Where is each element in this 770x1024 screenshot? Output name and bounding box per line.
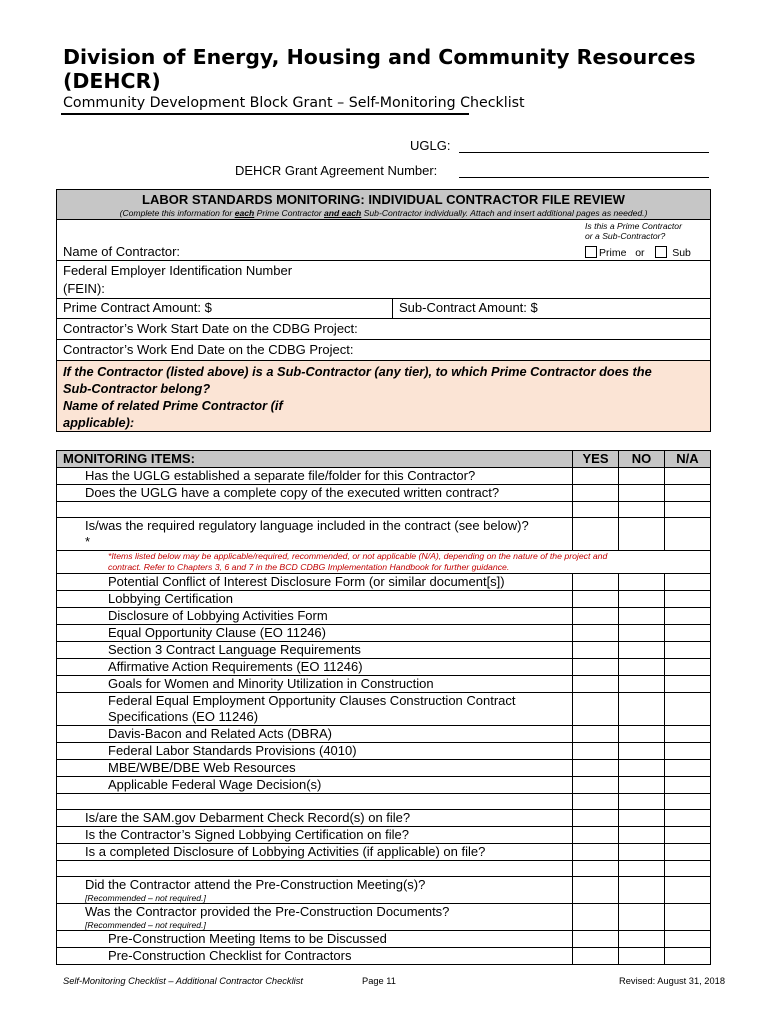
na-cell[interactable] [665, 810, 711, 827]
table-row [57, 948, 711, 965]
table-row [57, 659, 711, 676]
spacer-row [57, 502, 711, 518]
na-cell[interactable] [665, 844, 711, 861]
na-cell[interactable] [665, 760, 711, 777]
table-row [57, 518, 711, 551]
question-sam-gov: Is/are the SAM.gov Debarment Check Record(s) on file? [57, 810, 573, 827]
no-cell[interactable] [619, 485, 665, 502]
footer-revised: Revised: August 31, 2018 [619, 976, 725, 986]
fein-field[interactable] [57, 261, 711, 299]
na-cell[interactable] [665, 827, 711, 844]
labor-standards-header [57, 190, 711, 220]
table-row [57, 485, 711, 502]
labor-standards-title: LABOR STANDARDS MONITORING: INDIVIDUAL CONTRACTOR FILE REVIEW [142, 192, 625, 207]
prime-amount-field[interactable] [57, 299, 393, 319]
table-row [57, 591, 711, 608]
yes-cell[interactable] [573, 931, 619, 948]
item-davis-bacon: Davis-Bacon and Related Acts (DBRA) [57, 726, 573, 743]
uglg-field[interactable] [459, 152, 709, 153]
na-cell[interactable] [665, 468, 711, 485]
yes-cell[interactable] [573, 743, 619, 760]
na-cell[interactable] [665, 931, 711, 948]
question-file-folder: Has the UGLG established a separate file/folder for this Contractor? [57, 468, 573, 485]
yes-cell[interactable] [573, 485, 619, 502]
contractor-name-label: Name of Contractor: [63, 244, 181, 259]
sub-amount-field[interactable] [393, 299, 711, 319]
yes-cell[interactable] [573, 608, 619, 625]
no-header: NO [619, 451, 665, 468]
yes-cell[interactable] [573, 591, 619, 608]
page-subtitle: Community Development Block Grant – Self-Monitoring Checklist [63, 95, 525, 111]
na-cell[interactable] [665, 877, 711, 904]
item-equal-opportunity: Equal Opportunity Clause (EO 11246) [57, 625, 573, 642]
end-date-label: Contractor’s Work End Date on the CDBG Project: [63, 342, 354, 357]
no-cell[interactable] [619, 693, 665, 726]
note-row [57, 551, 711, 574]
prime-or-sub-question: Is this a Prime Contractor or a Sub-Contractor? [585, 221, 682, 241]
related-prime-field[interactable] [57, 361, 711, 432]
no-cell[interactable] [619, 760, 665, 777]
monitoring-header-row [57, 451, 711, 468]
table-row [57, 931, 711, 948]
no-cell[interactable] [619, 931, 665, 948]
na-cell[interactable] [665, 485, 711, 502]
yes-cell[interactable] [573, 468, 619, 485]
yes-cell[interactable] [573, 642, 619, 659]
no-cell[interactable] [619, 676, 665, 693]
no-cell[interactable] [619, 625, 665, 642]
yes-cell[interactable] [573, 760, 619, 777]
table-row [57, 574, 711, 591]
table-row [57, 760, 711, 777]
no-cell[interactable] [619, 726, 665, 743]
table-row [57, 844, 711, 861]
uglg-label: UGLG: [410, 138, 451, 153]
item-affirmative-action: Affirmative Action Requirements (EO 11246) [57, 659, 573, 676]
question-lobbying-cert-on-file: Is the Contractor’s Signed Lobbying Certification on file? [57, 827, 573, 844]
question-contract-copy: Does the UGLG have a complete copy of the executed written contract? [57, 485, 573, 502]
no-cell[interactable] [619, 777, 665, 794]
na-cell[interactable] [665, 608, 711, 625]
yes-cell[interactable] [573, 726, 619, 743]
yes-cell[interactable] [573, 659, 619, 676]
subtitle-underline [61, 113, 469, 115]
fein-label: Federal Employer Identification Number [63, 263, 293, 278]
no-cell[interactable] [619, 743, 665, 760]
item-lobbying-disclosure: Disclosure of Lobbying Activities Form [57, 608, 573, 625]
table-row [57, 904, 711, 931]
no-cell[interactable] [619, 904, 665, 931]
no-cell[interactable] [619, 877, 665, 904]
spacer-row [57, 794, 711, 810]
item-labor-standards-4010: Federal Labor Standards Provisions (4010) [57, 743, 573, 760]
item-federal-eeo-clauses: Federal Equal Employment Opportunity Clauses Construction Contract Specifications (EO 11246) [57, 693, 573, 726]
table-row [57, 743, 711, 760]
question-preconstruction-documents: Was the Contractor provided the Pre-Construction Documents? [Recommended – not required.] [57, 904, 573, 931]
monitoring-header: MONITORING ITEMS: [57, 451, 573, 468]
na-cell[interactable] [665, 777, 711, 794]
na-header: N/A [665, 451, 711, 468]
na-cell[interactable] [665, 676, 711, 693]
item-mbe-wbe-dbe: MBE/WBE/DBE Web Resources [57, 760, 573, 777]
no-cell[interactable] [619, 608, 665, 625]
monitoring-items-table [56, 450, 711, 965]
table-row [57, 726, 711, 743]
fein-label-2: (FEIN): [63, 281, 105, 296]
na-cell[interactable] [665, 659, 711, 676]
question-preconstruction-meeting: Did the Contractor attend the Pre-Construction Meeting(s)? [Recommended – not required.] [57, 877, 573, 904]
no-cell[interactable] [619, 518, 665, 551]
item-women-minority-goals: Goals for Women and Minority Utilization in Construction [57, 676, 573, 693]
no-cell[interactable] [619, 948, 665, 965]
prime-amount-label: Prime Contract Amount: $ [63, 300, 212, 315]
grant-number-label: DEHCR Grant Agreement Number: [235, 163, 438, 178]
yes-cell[interactable] [573, 904, 619, 931]
na-cell[interactable] [665, 625, 711, 642]
yes-cell[interactable] [573, 810, 619, 827]
grant-number-field[interactable] [459, 177, 709, 178]
item-wage-decision: Applicable Federal Wage Decision(s) [57, 777, 573, 794]
yes-cell[interactable] [573, 625, 619, 642]
sub-checkbox[interactable] [655, 246, 667, 258]
no-cell[interactable] [619, 468, 665, 485]
item-conflict-of-interest: Potential Conflict of Interest Disclosure Form (or similar document[s]) [57, 574, 573, 591]
regulatory-note: *Items listed below may be applicable/required, recommended, or not applicable (N/A), depending on the nature of the project and contract. Refer to Chapters 3, 6 and 7 in the BCD CDBG Implementation Handbook for further guidance. [57, 551, 711, 574]
item-section-3: Section 3 Contract Language Requirements [57, 642, 573, 659]
table-row [57, 693, 711, 726]
table-row [57, 642, 711, 659]
na-cell[interactable] [665, 743, 711, 760]
table-row [57, 877, 711, 904]
yes-cell[interactable] [573, 574, 619, 591]
prime-sub-options: Prime or Sub [583, 246, 691, 259]
no-cell[interactable] [619, 659, 665, 676]
table-row [57, 608, 711, 625]
footer-left: Self-Monitoring Checklist – Additional Contractor Checklist [63, 976, 303, 986]
item-preconstruction-meeting-items: Pre-Construction Meeting Items to be Discussed [57, 931, 573, 948]
start-date-field[interactable] [57, 319, 711, 340]
related-prime-label: Name of related Prime Contractor (if applicable): [63, 398, 283, 430]
yes-header: YES [573, 451, 619, 468]
page-number: Page 11 [362, 976, 396, 986]
yes-cell[interactable] [573, 518, 619, 551]
table-row [57, 676, 711, 693]
no-cell[interactable] [619, 810, 665, 827]
spacer-row [57, 861, 711, 877]
start-date-label: Contractor’s Work Start Date on the CDBG Project: [63, 321, 358, 336]
na-cell[interactable] [665, 591, 711, 608]
na-cell[interactable] [665, 726, 711, 743]
no-cell[interactable] [619, 827, 665, 844]
na-cell[interactable] [665, 518, 711, 551]
no-cell[interactable] [619, 574, 665, 591]
table-row [57, 777, 711, 794]
yes-cell[interactable] [573, 844, 619, 861]
na-cell[interactable] [665, 948, 711, 965]
yes-cell[interactable] [573, 827, 619, 844]
na-cell[interactable] [665, 904, 711, 931]
na-cell[interactable] [665, 693, 711, 726]
yes-cell[interactable] [573, 676, 619, 693]
page-title: Division of Energy, Housing and Community Resources (DEHCR) [63, 45, 696, 93]
yes-cell[interactable] [573, 877, 619, 904]
labor-standards-table [56, 189, 711, 432]
yes-cell[interactable] [573, 777, 619, 794]
table-row [57, 625, 711, 642]
labor-instructions: (Complete this information for each Prime Contractor and each Sub-Contractor individually. Attach and insert additional pages as needed.) [119, 208, 648, 218]
sub-contractor-question: If the Contractor (listed above) is a Sub-Contractor (any tier), to which Prime Contractor does the Sub-Contractor belong? [63, 364, 652, 396]
item-lobbying-certification: Lobbying Certification [57, 591, 573, 608]
no-cell[interactable] [619, 844, 665, 861]
yes-cell[interactable] [573, 693, 619, 726]
end-date-field[interactable] [57, 340, 711, 361]
na-cell[interactable] [665, 574, 711, 591]
na-cell[interactable] [665, 642, 711, 659]
no-cell[interactable] [619, 642, 665, 659]
question-lobbying-disclosure-on-file: Is a completed Disclosure of Lobbying Activities (if applicable) on file? [57, 844, 573, 861]
sub-amount-label: Sub-Contract Amount: $ [399, 300, 538, 315]
contractor-name-field[interactable] [57, 220, 711, 261]
item-preconstruction-checklist: Pre-Construction Checklist for Contractors [57, 948, 573, 965]
table-row [57, 827, 711, 844]
prime-checkbox[interactable] [585, 246, 597, 258]
yes-cell[interactable] [573, 948, 619, 965]
table-row [57, 468, 711, 485]
no-cell[interactable] [619, 591, 665, 608]
question-regulatory-language: Is/was the required regulatory language included in the contract (see below)? * [57, 518, 573, 551]
table-row [57, 810, 711, 827]
